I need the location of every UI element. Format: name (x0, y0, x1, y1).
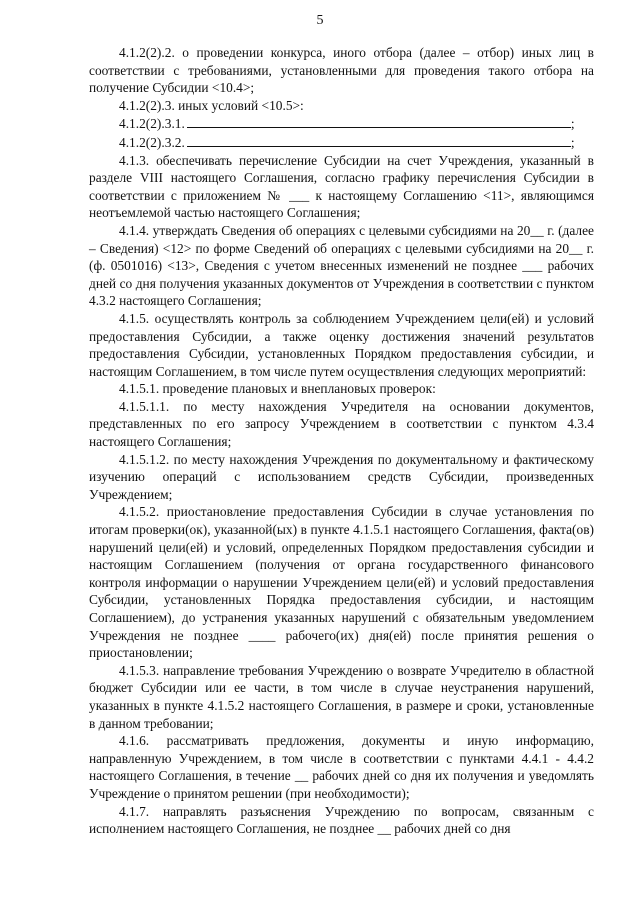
clause-4-1-5-3: 4.1.5.3. направление требования Учреждению о возврате Учредителю в областной бюджет Субсидии или ее части, в том числе в случае неустранения нарушений, указанных в пункте 4.1.5.2 настоящего Соглашения, в размере и сроки, установленные в данном требовании; (89, 662, 594, 731)
clause-4-1-2-2-2: 4.1.2(2).2. о проведении конкурса, иного отбора (далее – отбор) иных лиц в соответствии с требованиями, установленными для проведения такого отбора на получение Субсидии <10.4>; (89, 45, 594, 96)
clause-4-1-6: 4.1.6. рассматривать предложения, документы и иную информацию, направленную Учреждением, в том числе в соответствии с пунктами 4.4.1 - 4.4.2 настоящего Соглашения, в течение __ рабочих дней со дня их получения и уведомлять Учреждение о принятом решении (при необходимости); (89, 733, 594, 801)
clause-4-1-5-1-2: 4.1.5.1.2. по месту нахождения Учреждения по документальному и фактическому изучению операций с использованием средств Субсидии, произведенных Учреждением; (89, 451, 594, 502)
clause-label: 4.1.2(2).3.2. (119, 134, 185, 150)
document-body (89, 44, 594, 838)
clause-4-1-5-1: 4.1.5.1. проведение плановых и внеплановых проверок: (119, 381, 436, 397)
clause-4-1-5-1-1: 4.1.5.1.1. по месту нахождения Учредителя на основании документов, представленных по его запросу Учреждением в соответствии с пунктом 4.3.4 настоящего Соглашения; (89, 398, 594, 450)
clause-4-1-2-2-3: 4.1.2(2).3. иных условий <10.5>: (119, 97, 304, 113)
fill-in-line (187, 114, 571, 128)
clause-4-1-2-2-3-1 (89, 114, 594, 133)
line-end: ; (570, 134, 575, 150)
line-end: ; (570, 116, 575, 132)
clause-4-1-4: 4.1.4. утверждать Сведения об операциях с целевыми субсидиями на 20__ г. (далее – Сведения) <12> по форме Сведений об операциях с целевыми субсидиями на 20__ г. (ф. 0501016) <13>, Сведения с учетом внесенных изменений не позднее ___ рабочих дней со дня получения указанных документов от Учреждения в соответствии с пунктом 4.3.2 настоящего Соглашения; (89, 222, 594, 309)
fill-in-line (187, 133, 571, 147)
clause-4-1-5-2: 4.1.5.2. приостановление предоставления Субсидии в случае установления по итогам проверки(ок), указанной(ых) в пункте 4.1.5.1 настоящего Соглашения, факта(ов) нарушений цели(ей) и условий, определенных Порядком предоставления субсидии и настоящим Соглашением (получения от органа государственного финансового контроля информации о нарушении Учреждением цели(ей) и условий предоставления Субсидии, установленных Порядка предоставления субсидии, и настоящим Соглашением), до устранения указанных нарушений с обязательным уведомлением Учреждения не позднее ____ рабочего(их) дня(ей) после принятия решения о приостановлении; (89, 504, 594, 661)
clause-label: 4.1.2(2).3.1. (119, 116, 185, 132)
clause-4-1-3: 4.1.3. обеспечивать перечисление Субсидии на счет Учреждения, указанный в разделе VIII настоящего Соглашения, согласно графику перечисления Субсидии в соответствии с приложением № ___ к настоящему Соглашению <11>, являющимся неотъемлемой частью настоящего Соглашения; (89, 152, 594, 221)
clause-4-1-7: 4.1.7. направлять разъяснения Учреждению по вопросам, связанным с исполнением настоящего Соглашения, не позднее __ рабочих дней со дня (89, 803, 594, 837)
clause-4-1-5: 4.1.5. осуществлять контроль за соблюдением Учреждением цели(ей) и условий предоставления Субсидии, а также оценку достижения значений результатов предоставления Субсидии, установленных Порядком предоставления субсидии, и настоящим Соглашением, в том числе путем осуществления следующих мероприятий: (89, 310, 594, 379)
page-number: 5 (316, 13, 324, 28)
clause-4-1-2-2-3-2 (89, 133, 594, 152)
